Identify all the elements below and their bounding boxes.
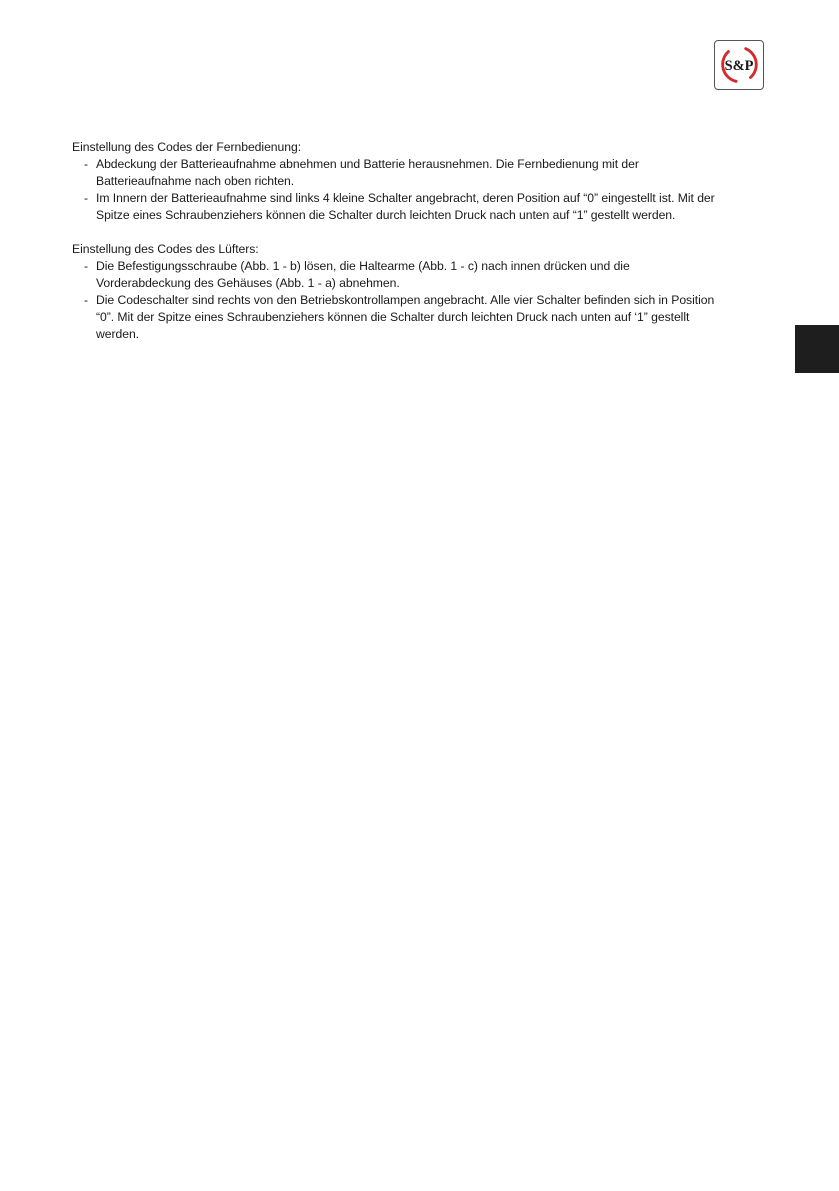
fan-code-step-1 xyxy=(72,258,812,292)
step-line: “0”. Mit der Spitze eines Schraubenziehers können die Schalter durch leichten Druck nach unten auf ‘1” gestellt xyxy=(96,310,690,324)
step-line: Die Befestigungsschraube (Abb. 1 - b) lösen, die Haltearme (Abb. 1 - c) nach innen drücken und die xyxy=(96,259,630,273)
step-line: Die Codeschalter sind rechts von den Betriebskontrollampen angebracht. Alle vier Schalter befinden sich in Position xyxy=(96,293,715,307)
remote-code-steps xyxy=(72,156,812,224)
fan-code-title: Einstellung des Codes des Lüfters: xyxy=(72,242,259,256)
step-line: werden. xyxy=(96,327,140,341)
bullet-dash: - xyxy=(84,259,89,273)
remote-code-step-2 xyxy=(72,190,812,224)
bullet-dash: - xyxy=(84,157,89,171)
step-line: Vorderabdeckung des Gehäuses (Abb. 1 - a) abnehmen. xyxy=(96,276,400,290)
remote-code-step-1 xyxy=(72,156,812,190)
fan-code-steps xyxy=(72,258,812,343)
bullet-dash: - xyxy=(84,191,89,205)
language-side-tab xyxy=(795,325,839,373)
fan-code-section xyxy=(72,241,812,343)
remote-code-section xyxy=(72,139,812,224)
step-line: Im Innern der Batterieaufnahme sind links 4 kleine Schalter angebracht, deren Position auf “0” eingestellt ist. Mit der xyxy=(96,191,715,205)
fan-code-step-2 xyxy=(72,292,812,343)
remote-code-title: Einstellung des Codes der Fernbedienung: xyxy=(72,140,302,154)
step-line: Batterieaufnahme nach oben richten. xyxy=(96,174,295,188)
bullet-dash: - xyxy=(84,293,89,307)
sp-logo xyxy=(714,40,764,90)
step-line: Abdeckung der Batterieaufnahme abnehmen und Batterie herausnehmen. Die Fernbedienung mit der xyxy=(96,157,639,171)
step-line: Spitze eines Schraubenziehers können die Schalter durch leichten Druck nach unten auf “1” gestellt werden. xyxy=(96,208,676,222)
sp-logo-text: S&P xyxy=(724,57,754,74)
sp-logo-mark xyxy=(715,41,763,89)
